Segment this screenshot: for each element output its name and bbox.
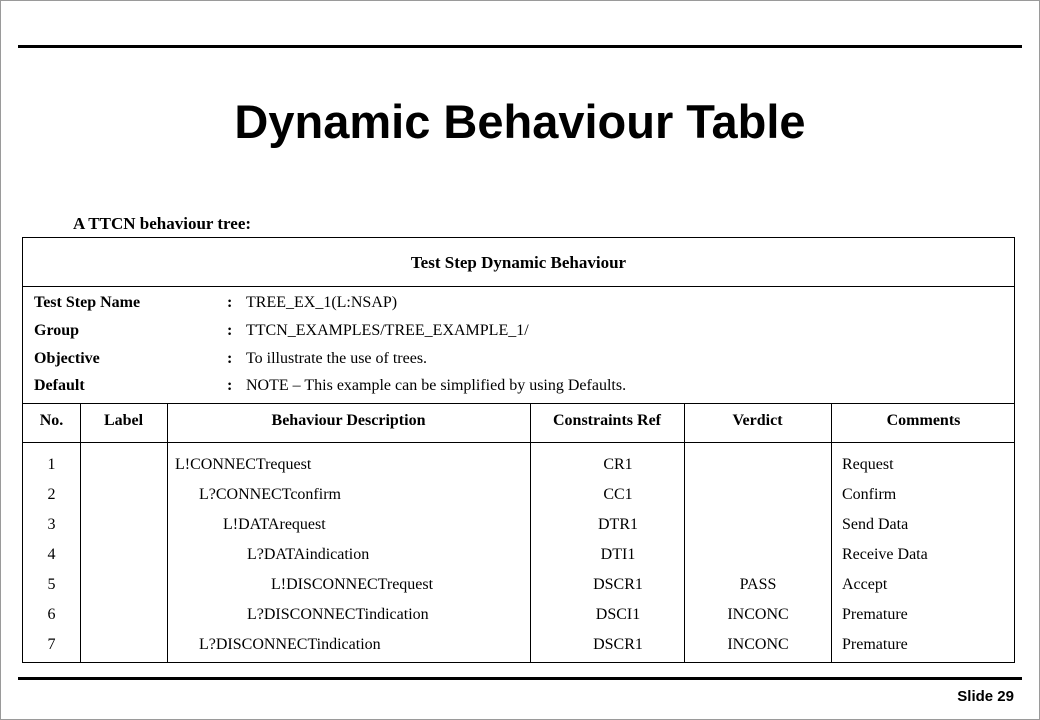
- behaviour-description: L!DISCONNECTrequest: [271, 576, 434, 593]
- verdict: INCONC: [727, 606, 789, 623]
- column-header-verdict: Verdict: [732, 412, 783, 429]
- behaviour-description: L?DISCONNECTindication: [199, 636, 381, 653]
- row-number: 5: [47, 576, 56, 593]
- row-number: 3: [47, 516, 56, 533]
- table-row: [23, 576, 1014, 606]
- column-header-comments: Comments: [886, 412, 961, 429]
- field-key: Objective: [34, 350, 100, 367]
- field-row-objective: [23, 350, 1014, 376]
- top-rule: [18, 45, 1022, 48]
- comment: Receive Data: [842, 546, 928, 563]
- table-row: [23, 516, 1014, 546]
- comment: Premature: [842, 636, 908, 653]
- constraints-ref: DTR1: [598, 516, 638, 533]
- behaviour-description: L!DATArequest: [223, 516, 326, 533]
- column-header-constraints: Constraints Ref: [553, 412, 661, 429]
- column-header-behaviour: Behaviour Description: [271, 412, 426, 429]
- tree-caption: A TTCN behaviour tree:: [73, 214, 252, 233]
- table-row: [23, 456, 1014, 486]
- comment: Premature: [842, 606, 908, 623]
- field-row-default: [23, 377, 1014, 403]
- behaviour-table: [22, 237, 1015, 663]
- field-key: Test Step Name: [34, 294, 141, 311]
- behaviour-description: L?CONNECTconfirm: [199, 486, 341, 503]
- field-row-group: [23, 322, 1014, 348]
- constraints-ref: CR1: [603, 456, 633, 473]
- field-row-test-step-name: [23, 294, 1014, 320]
- verdict: PASS: [739, 576, 777, 593]
- comment: Request: [842, 456, 894, 473]
- behaviour-description: L!CONNECTrequest: [175, 456, 312, 473]
- field-value: To illustrate the use of trees.: [246, 350, 428, 367]
- constraints-ref: DTI1: [600, 546, 636, 563]
- table-row: [23, 636, 1014, 666]
- field-colon: :: [227, 350, 233, 367]
- behaviour-description: L?DATAindication: [247, 546, 370, 563]
- comment: Accept: [842, 576, 888, 593]
- constraints-ref: DSCR1: [593, 636, 643, 653]
- field-colon: :: [227, 322, 233, 339]
- divider: [23, 286, 1014, 287]
- slide-title: Dynamic Behaviour Table: [234, 95, 806, 148]
- field-colon: :: [227, 294, 233, 311]
- table-row: [23, 486, 1014, 516]
- constraints-ref: DSCR1: [593, 576, 643, 593]
- field-colon: :: [227, 377, 233, 394]
- row-number: 6: [47, 606, 56, 623]
- column-header-label: Label: [103, 412, 144, 429]
- divider: [23, 442, 1014, 443]
- constraints-ref: DSCI1: [595, 606, 641, 623]
- row-number: 7: [47, 636, 56, 653]
- comment: Confirm: [842, 486, 897, 503]
- row-number: 2: [47, 486, 56, 503]
- verdict: INCONC: [727, 636, 789, 653]
- row-number: 4: [47, 546, 56, 563]
- bottom-rule: [18, 677, 1022, 680]
- slide-number: Slide 29: [957, 688, 1014, 705]
- table-row: [23, 546, 1014, 576]
- behaviour-description: L?DISCONNECTindication: [247, 606, 429, 623]
- row-number: 1: [47, 456, 56, 473]
- field-key: Default: [34, 377, 85, 394]
- field-key: Group: [34, 322, 80, 339]
- constraints-ref: CC1: [603, 486, 633, 503]
- comment: Send Data: [842, 516, 909, 533]
- field-value: TREE_EX_1(L:NSAP): [246, 294, 398, 311]
- table-header: Test Step Dynamic Behaviour: [410, 253, 627, 272]
- column-header-no: No.: [39, 412, 64, 429]
- field-value: TTCN_EXAMPLES/TREE_EXAMPLE_1/: [246, 322, 529, 339]
- table-row: [23, 606, 1014, 636]
- field-value: NOTE – This example can be simplified by using Defaults.: [246, 377, 627, 394]
- divider: [23, 403, 1014, 404]
